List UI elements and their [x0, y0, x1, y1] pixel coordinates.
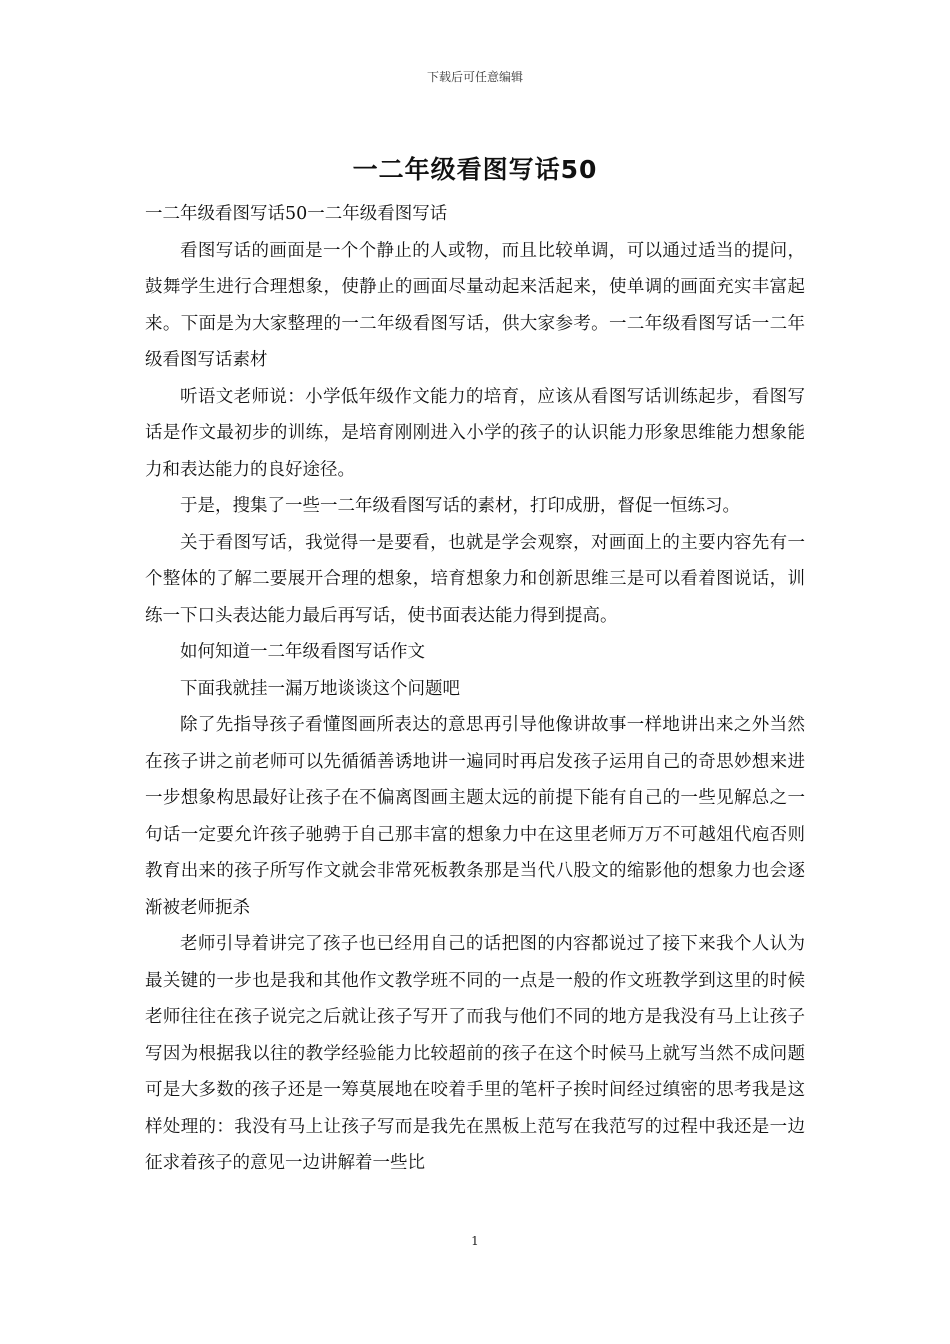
document-title: 一二年级看图写话50	[352, 155, 598, 184]
paragraph: 如何知道一二年级看图写话作文	[180, 642, 425, 662]
header-note: 下载后可任意编辑	[426, 70, 523, 84]
page-number: 1	[471, 1234, 479, 1248]
paragraph: 老师引导着讲完了孩子也已经用自己的话把图的内容都说过了接下来我个人认为最关键的一步也是我和其他作文教学班不同的一点是一般的作文班教学到这里的时候老师往往在孩子说完之后就让孩子写开了而我与他们不同的地方是我没有马上让孩子写因为根据我以往的教学经验能力比较超前的孩子在这个时候马上就写当然不成问题可是大多数的孩子还是一筹莫展地在咬着手里的笔杆子挨时间经过缜密的思考我是这样处理的：我没有马上让孩子写而是我先在黑板上范写在我范写的过程中我还是一边征求着孩子的意见一边讲解着一些比	[145, 934, 805, 1173]
paragraph: 下面我就挂一漏万地谈谈这个问题吧	[180, 678, 460, 699]
paragraph: 看图写话的画面是一个个静止的人或物，而且比较单调，可以通过适当的提问，鼓舞学生进行合理想象，使静止的画面尽量动起来活起来，使单调的画面充实丰富起来。下面是为大家整理的一二年级看图写话，供大家参考。一二年级看图写话一二年级看图写话素材	[145, 240, 805, 370]
paragraph: 听语文老师说：小学低年级作文能力的培育，应该从看图写话训练起步，看图写话是作文最初步的训练，是培育刚刚进入小学的孩子的认识能力形象思维能力想象能力和表达能力的良好途径。	[145, 386, 805, 480]
paragraph: 关于看图写话，我觉得一是要看，也就是学会观察，对画面上的主要内容先有一个整体的了解二要展开合理的想象，培育想象力和创新思维三是可以看着图说话，训练一下口头表达能力最后再写话，使书面表达能力得到提高。	[145, 532, 805, 626]
paragraph: 除了先指导孩子看懂图画所表达的意思再引导他像讲故事一样地讲出来之外当然在孩子讲之前老师可以先循循善诱地讲一遍同时再启发孩子运用自己的奇思妙想来进一步想象构思最好让孩子在不偏离图画主题太远的前提下能有自己的一些见解总之一句话一定要允许孩子驰骋于自己那丰富的想象力中在这里老师万万不可越俎代庖否则教育出来的孩子所写作文就会非常死板教条那是当代八股文的缩影他的想象力也会逐渐被老师扼杀	[145, 715, 805, 918]
paragraph: 于是，搜集了一些一二年级看图写话的素材，打印成册，督促一恒练习。	[180, 496, 740, 516]
paragraph-subtitle: 一二年级看图写话50一二年级看图写话	[145, 204, 448, 224]
document-body	[145, 196, 805, 1182]
